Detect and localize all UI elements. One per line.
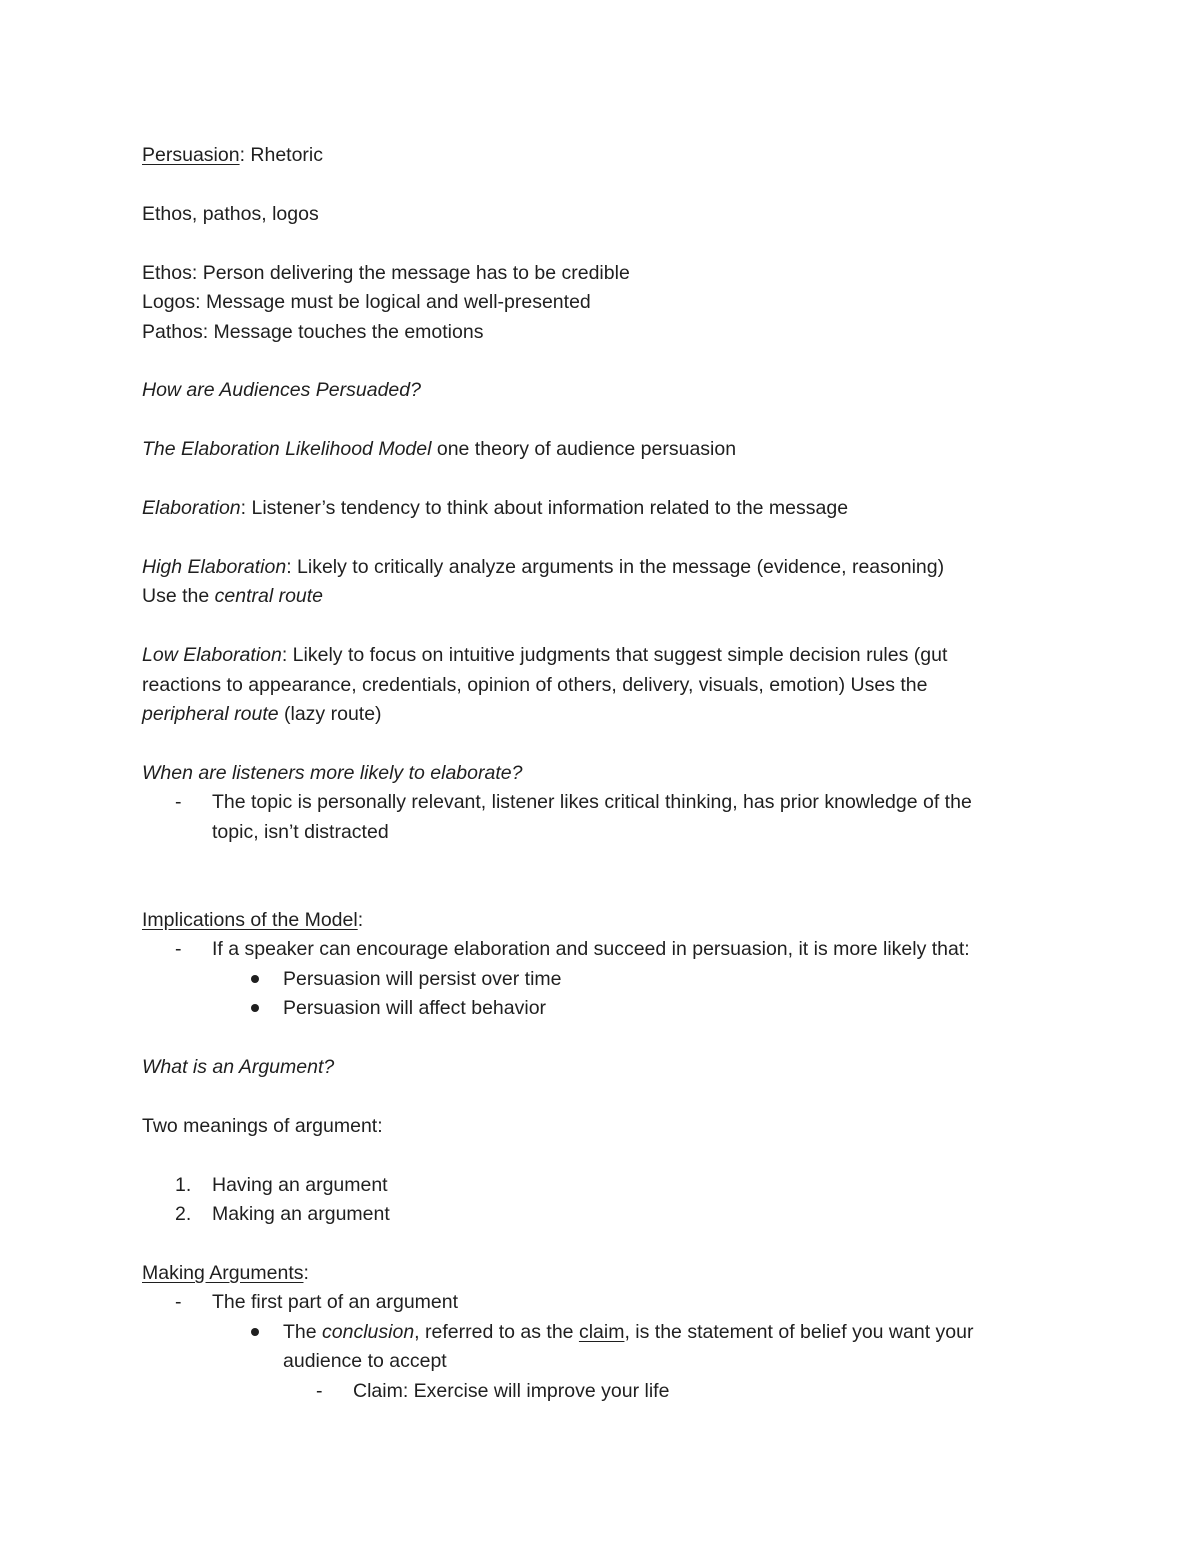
dash-marker: - [316, 1380, 323, 1402]
implications-heading: Implications of the Model: [142, 909, 364, 931]
making-arguments-title: Making Arguments [142, 1262, 304, 1284]
elaboration-definition: Elaboration: Listener’s tendency to think about information related to the message [142, 497, 849, 519]
claim-example: Claim: Exercise will improve your life [353, 1380, 670, 1402]
bullet-dot [251, 1004, 259, 1012]
dash-marker: - [175, 1291, 182, 1313]
first-part-item: The first part of an argument [212, 1291, 459, 1313]
implications-title: Implications of the Model [142, 909, 358, 931]
claim-term: claim [578, 1321, 625, 1343]
conclusion-line1: The conclusion, referred to as the claim, is the statement of belief you want your [283, 1321, 974, 1343]
how-persuaded-heading: How are Audiences Persuaded? [142, 379, 421, 401]
number-marker: 2. [175, 1203, 192, 1225]
elm-title: The Elaboration Likelihood Model [142, 438, 432, 460]
low-elaboration-term: Low Elaboration [142, 644, 282, 666]
pathos-definition: Pathos: Message touches the emotions [142, 321, 484, 343]
implications-sub1: Persuasion will persist over time [283, 968, 562, 990]
when-elaborate-heading: When are listeners more likely to elaborate? [142, 762, 523, 784]
when-item-line1: The topic is personally relevant, listener likes critical thinking, has prior knowledge of the [212, 791, 972, 813]
low-elaboration-line2: reactions to appearance, credentials, opinion of others, delivery, visuals, emotion) Uses the [142, 674, 928, 696]
elaboration-term: Elaboration [142, 497, 241, 519]
what-argument-heading: What is an Argument? [142, 1056, 335, 1078]
bullet-dot [251, 1328, 259, 1336]
peripheral-route-line: peripheral route (lazy route) [142, 703, 382, 725]
conclusion-line2: audience to accept [283, 1350, 447, 1372]
peripheral-route-term: peripheral route [142, 703, 279, 725]
persuasion-heading: Persuasion: Rhetoric [142, 144, 324, 166]
meaning-2: Making an argument [212, 1203, 390, 1225]
ethos-pathos-logos: Ethos, pathos, logos [142, 203, 319, 225]
central-route-term: central route [214, 585, 324, 607]
implications-sub2: Persuasion will affect behavior [283, 997, 547, 1019]
conclusion-term: conclusion [322, 1321, 415, 1343]
implications-item: If a speaker can encourage elaboration and succeed in persuasion, it is more likely that: [212, 938, 970, 960]
number-marker: 1. [175, 1174, 192, 1196]
low-elaboration-definition: Low Elaboration: Likely to focus on intuitive judgments that suggest simple decision rules (gut [142, 644, 948, 666]
meaning-1: Having an argument [212, 1174, 388, 1196]
bullet-dot [251, 975, 259, 983]
dash-marker: - [175, 938, 182, 960]
two-meanings: Two meanings of argument: [142, 1115, 383, 1137]
persuasion-term: Persuasion [142, 144, 240, 166]
elm-paragraph: The Elaboration Likelihood Model one theory of audience persuasion [142, 438, 737, 460]
logos-definition: Logos: Message must be logical and well-presented [142, 291, 591, 313]
high-elaboration-definition: High Elaboration: Likely to critically analyze arguments in the message (evidence, reasoning) [142, 556, 945, 578]
when-item-line2: topic, isn’t distracted [212, 821, 389, 843]
central-route-line: Use the central route [142, 585, 324, 607]
high-elaboration-term: High Elaboration [142, 556, 287, 578]
dash-marker: - [175, 791, 182, 813]
making-arguments-heading: Making Arguments: [142, 1262, 309, 1284]
ethos-definition: Ethos: Person delivering the message has to be credible [142, 262, 630, 284]
